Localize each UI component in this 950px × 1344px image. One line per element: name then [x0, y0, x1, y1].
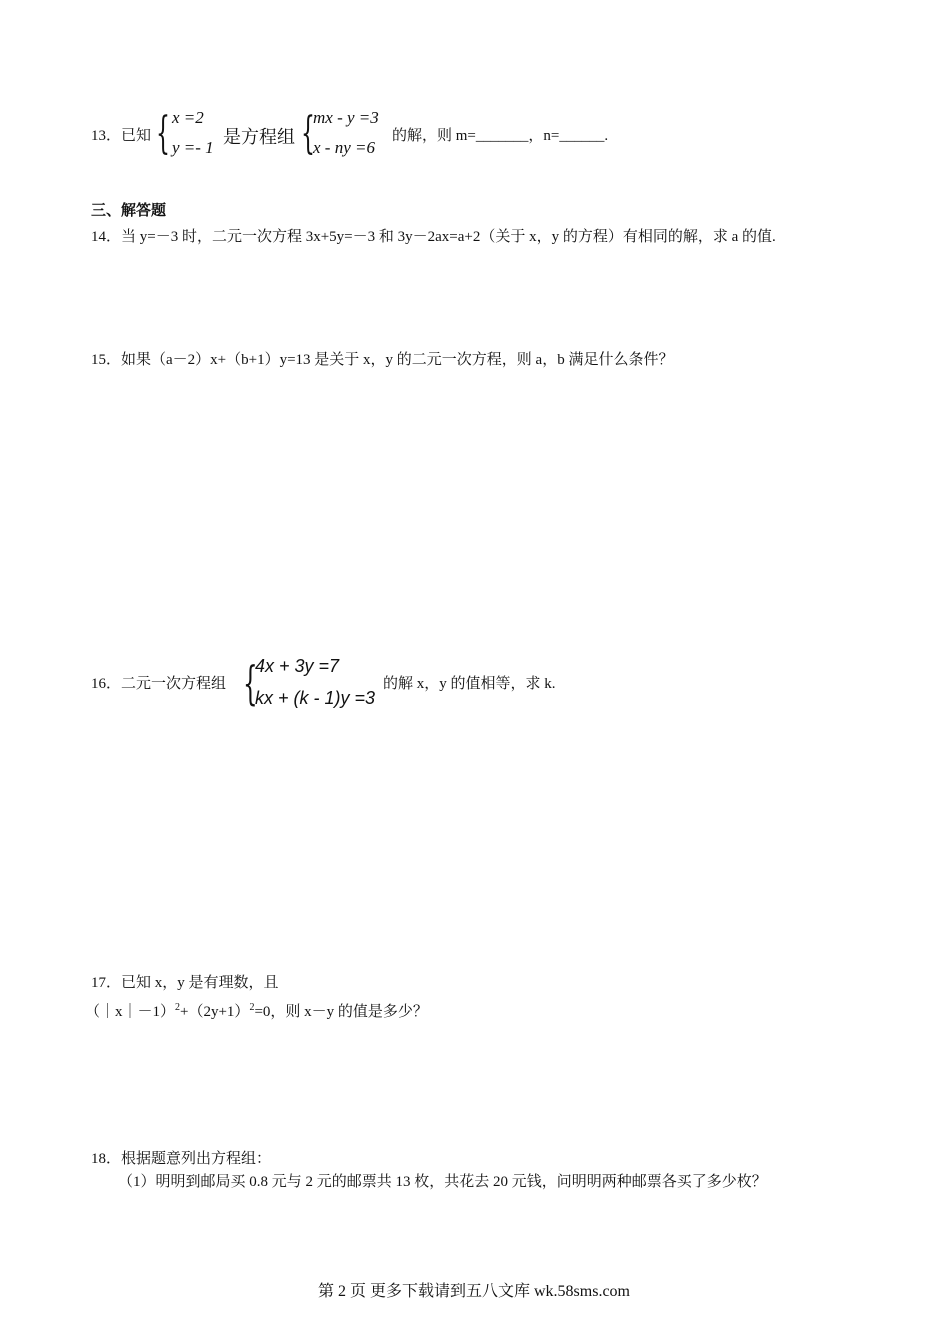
solution-x: x =2 — [172, 108, 204, 127]
question-18-line1: 18．根据题意列出方程组： — [91, 1151, 272, 1167]
solution-y: y =- 1 — [172, 138, 214, 157]
question-15: 15．如果（a－2）x+（b+1）y=13 是关于 x，y 的二元一次方程，则 a，b 满足什么条件？ — [91, 352, 674, 368]
question-13-suffix: 的解，则 m=_______，n=______. — [392, 128, 609, 144]
question-18-part1: （1）明明到邮局买 0.8 元与 2 元的邮票共 13 枚，共花去 20 元钱，问明明两种邮票各买了多少枚？ — [118, 1174, 767, 1190]
question-13-number: 13． — [91, 128, 122, 144]
exponent: 2 — [249, 1002, 255, 1013]
brace-icon: { — [301, 108, 315, 159]
question-13-middle: 是方程组 — [223, 127, 295, 148]
question-17-line2: $(|x|-1)^2+(2y+1)^2=0$，则 x－y 的值是多少？ — [85, 1002, 428, 1020]
question-14: 14．当 y=－3 时，二元一次方程 3x+5y=－3 和 3y－2ax=a+2（关于 x，y 的方程）有相同的解，求 a 的值. — [91, 229, 776, 245]
question-16-prefix: 16．二元一次方程组 — [91, 676, 227, 692]
question-13-prefix: 已知 — [121, 128, 152, 144]
equation-2: kx + (k - 1)y =3 — [255, 688, 376, 708]
equation-1: mx - y =3 — [313, 108, 379, 127]
exponent: 2 — [175, 1002, 181, 1013]
section-heading: 三、解答题 — [91, 203, 167, 219]
question-16-suffix: 的解 x，y 的值相等，求 k. — [383, 676, 556, 692]
equation-1: 4x + 3y =7 — [255, 656, 340, 676]
question-13 — [91, 126, 151, 146]
brace-icon: { — [156, 108, 170, 159]
brace-icon: { — [243, 656, 258, 710]
question-17-line1: 17．已知 x，y 是有理数，且 — [91, 975, 279, 991]
page-footer: 第 2 页 更多下载请到五八文库 wk.58sms.com — [318, 1283, 631, 1300]
equation-2: x - ny =6 — [313, 138, 375, 157]
